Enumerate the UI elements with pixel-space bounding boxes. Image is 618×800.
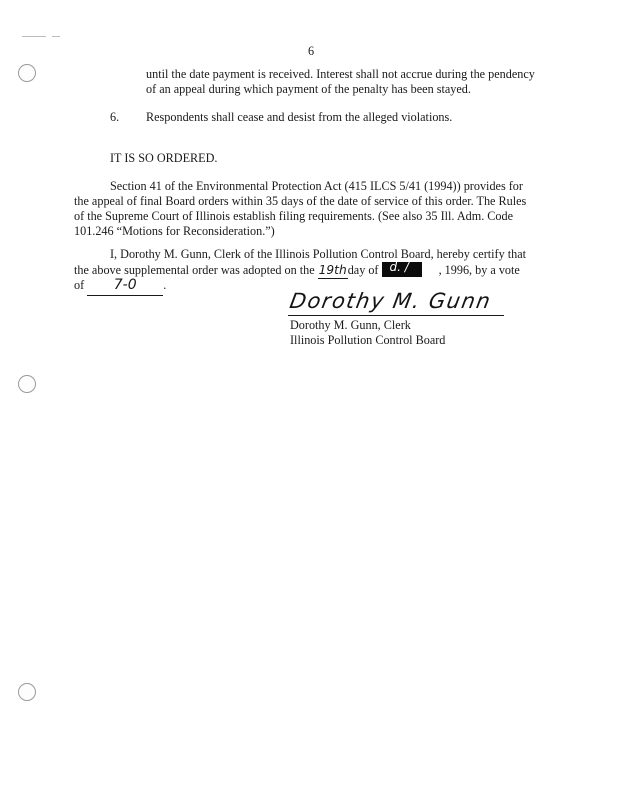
- certification-year-suffix: , 1996, by a vote: [438, 263, 520, 277]
- ordered-heading: IT IS SO ORDERED.: [110, 151, 218, 165]
- handwritten-signature: Dorothy M. Gunn: [287, 289, 494, 313]
- section41-line: 101.246 “Motions for Reconsideration.”): [74, 224, 275, 238]
- signer-name-title: Dorothy M. Gunn, Clerk: [290, 318, 411, 332]
- vote-prefix: of: [74, 278, 85, 292]
- scan-speck: [52, 36, 60, 37]
- section41-line: of the Supreme Court of Illinois establish filing requirements. (See also 35 Ill. Adm. Code: [74, 209, 514, 223]
- signature-line: [288, 315, 504, 316]
- handwritten-month: d. /: [389, 260, 409, 274]
- punch-hole-bottom: [18, 683, 36, 701]
- handwritten-vote: 7-0: [87, 277, 163, 296]
- page-number: 6: [308, 44, 315, 58]
- punch-hole-top: [18, 64, 36, 82]
- punch-hole-middle: [18, 375, 36, 393]
- certification-date-prefix: the above supplemental order was adopted on the: [74, 263, 315, 277]
- paragraph-continued-line: of an appeal during which payment of the penalty has been stayed.: [146, 82, 471, 96]
- section41-line: Section 41 of the Environmental Protection Act (415 ILCS 5/41 (1994)) provides for: [110, 179, 523, 193]
- signer-organization: Illinois Pollution Control Board: [290, 333, 446, 347]
- certification-line: I, Dorothy M. Gunn, Clerk of the Illinois Pollution Control Board, hereby certify that: [110, 247, 527, 261]
- certification-line: [74, 277, 166, 296]
- redaction-block: [382, 262, 422, 277]
- vote-suffix: .: [163, 278, 167, 292]
- certification-day-suffix: day of: [347, 263, 379, 277]
- item-number: 6.: [110, 110, 120, 124]
- scan-speck: [22, 36, 46, 37]
- paragraph-continued-line: until the date payment is received. Interest shall not accrue during the pendency: [146, 67, 535, 81]
- section41-line: the appeal of final Board orders within 35 days of the date of service of this order. The Rules: [74, 194, 527, 208]
- handwritten-day: 19th: [318, 263, 348, 279]
- item-text: Respondents shall cease and desist from the alleged violations.: [146, 110, 453, 124]
